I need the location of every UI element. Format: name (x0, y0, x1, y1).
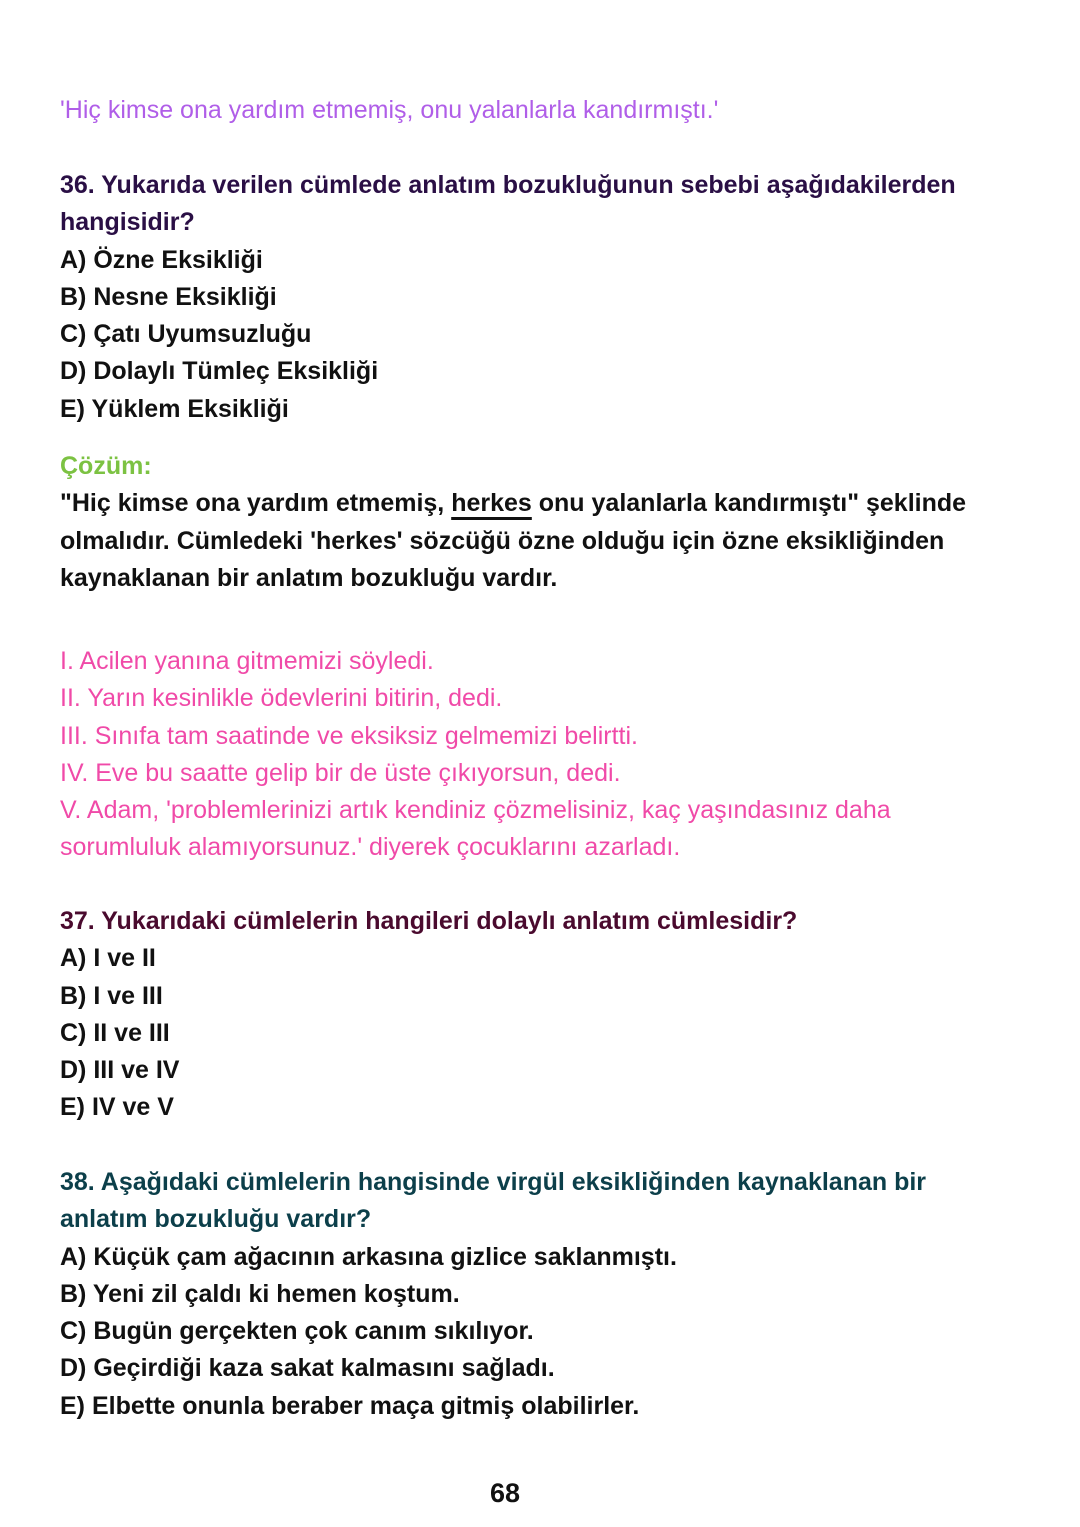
option-b: B) Nesne Eksikliği (60, 282, 277, 311)
example-sentence (60, 92, 1020, 129)
underlined-word: herkes (451, 489, 532, 518)
question-38 (60, 1164, 1020, 1425)
solution (60, 448, 1020, 597)
option-d: D) Dolaylı Tümleç Eksikliği (60, 357, 379, 386)
option-b: B) I ve III (60, 981, 163, 1010)
option-c: C) Bugün gerçekten çok canım sıkılıyor. (60, 1317, 534, 1346)
solution-text: onu yalanlarla kandırmıştı" şeklinde (531, 489, 967, 518)
solution-line-1 (60, 485, 1020, 522)
sentence-iv: IV. Eve bu saatte gelip bir de üste çıkıyorsun, dedi. (60, 758, 621, 787)
question-text: 36. Yukarıda verilen cümlede anlatım bozukluğunun sebebi aşağıdakilerden (60, 171, 956, 199)
option-e: E) Yüklem Eksikliği (60, 394, 289, 423)
solution-line-2: olmalıdır. Cümledeki 'herkes' sözcüğü özne olduğu için özne eksikliğinden (60, 526, 945, 555)
option-d: D) III ve IV (60, 1056, 180, 1085)
quote-text: 'Hiç kimse ona yardım etmemiş, onu yalanlarla kandırmıştı.' (60, 96, 719, 124)
page-number: 68 (489, 1478, 521, 1508)
sentence-iii: III. Sınıfa tam saatinde ve eksiksiz gelmemizi belirtti. (60, 721, 638, 750)
option-a: A) Özne Eksikliği (60, 245, 263, 274)
option-d: D) Geçirdiği kaza sakat kalmasını sağladı. (60, 1354, 555, 1383)
option-a: A) Küçük çam ağacının arkasına gizlice saklanmıştı. (60, 1242, 677, 1271)
option-a: A) I ve II (60, 944, 156, 973)
question-37 (60, 903, 1020, 1127)
option-c: C) II ve III (60, 1018, 170, 1047)
sentence-ii: II. Yarın kesinlikle ödevlerini bitirin, dedi. (60, 684, 503, 713)
numbered-sentences (60, 643, 1020, 867)
question-text: anlatım bozukluğu vardır? (60, 1205, 372, 1234)
option-c: C) Çatı Uyumsuzluğu (60, 320, 312, 349)
question-text: 37. Yukarıdaki cümlelerin hangileri dolaylı anlatım cümlesidir? (60, 907, 798, 935)
option-e: E) IV ve V (60, 1093, 174, 1122)
solution-line-3: kaynaklanan bir anlatım bozukluğu vardır. (60, 563, 558, 592)
sentence-v: V. Adam, 'problemlerinizi artık kendiniz çözmelisiniz, kaç yaşındasınız daha (60, 796, 891, 825)
question-text: hangisidir? (60, 208, 195, 237)
option-b: B) Yeni zil çaldı ki hemen koştum. (60, 1279, 460, 1308)
question-36 (60, 167, 1020, 428)
sentence-v-cont: sorumluluk alamıyorsunuz.' diyerek çocuklarını azarladı. (60, 833, 681, 862)
solution-title: Çözüm: (60, 452, 152, 480)
solution-text: "Hiç kimse ona yardım etmemiş, (60, 489, 452, 518)
question-text: 38. Aşağıdaki cümlelerin hangisinde virgül eksikliğinden kaynaklanan bir (60, 1168, 927, 1196)
option-e: E) Elbette onunla beraber maça gitmiş olabilirler. (60, 1391, 640, 1420)
sentence-i: I. Acilen yanına gitmemizi söyledi. (60, 647, 434, 675)
